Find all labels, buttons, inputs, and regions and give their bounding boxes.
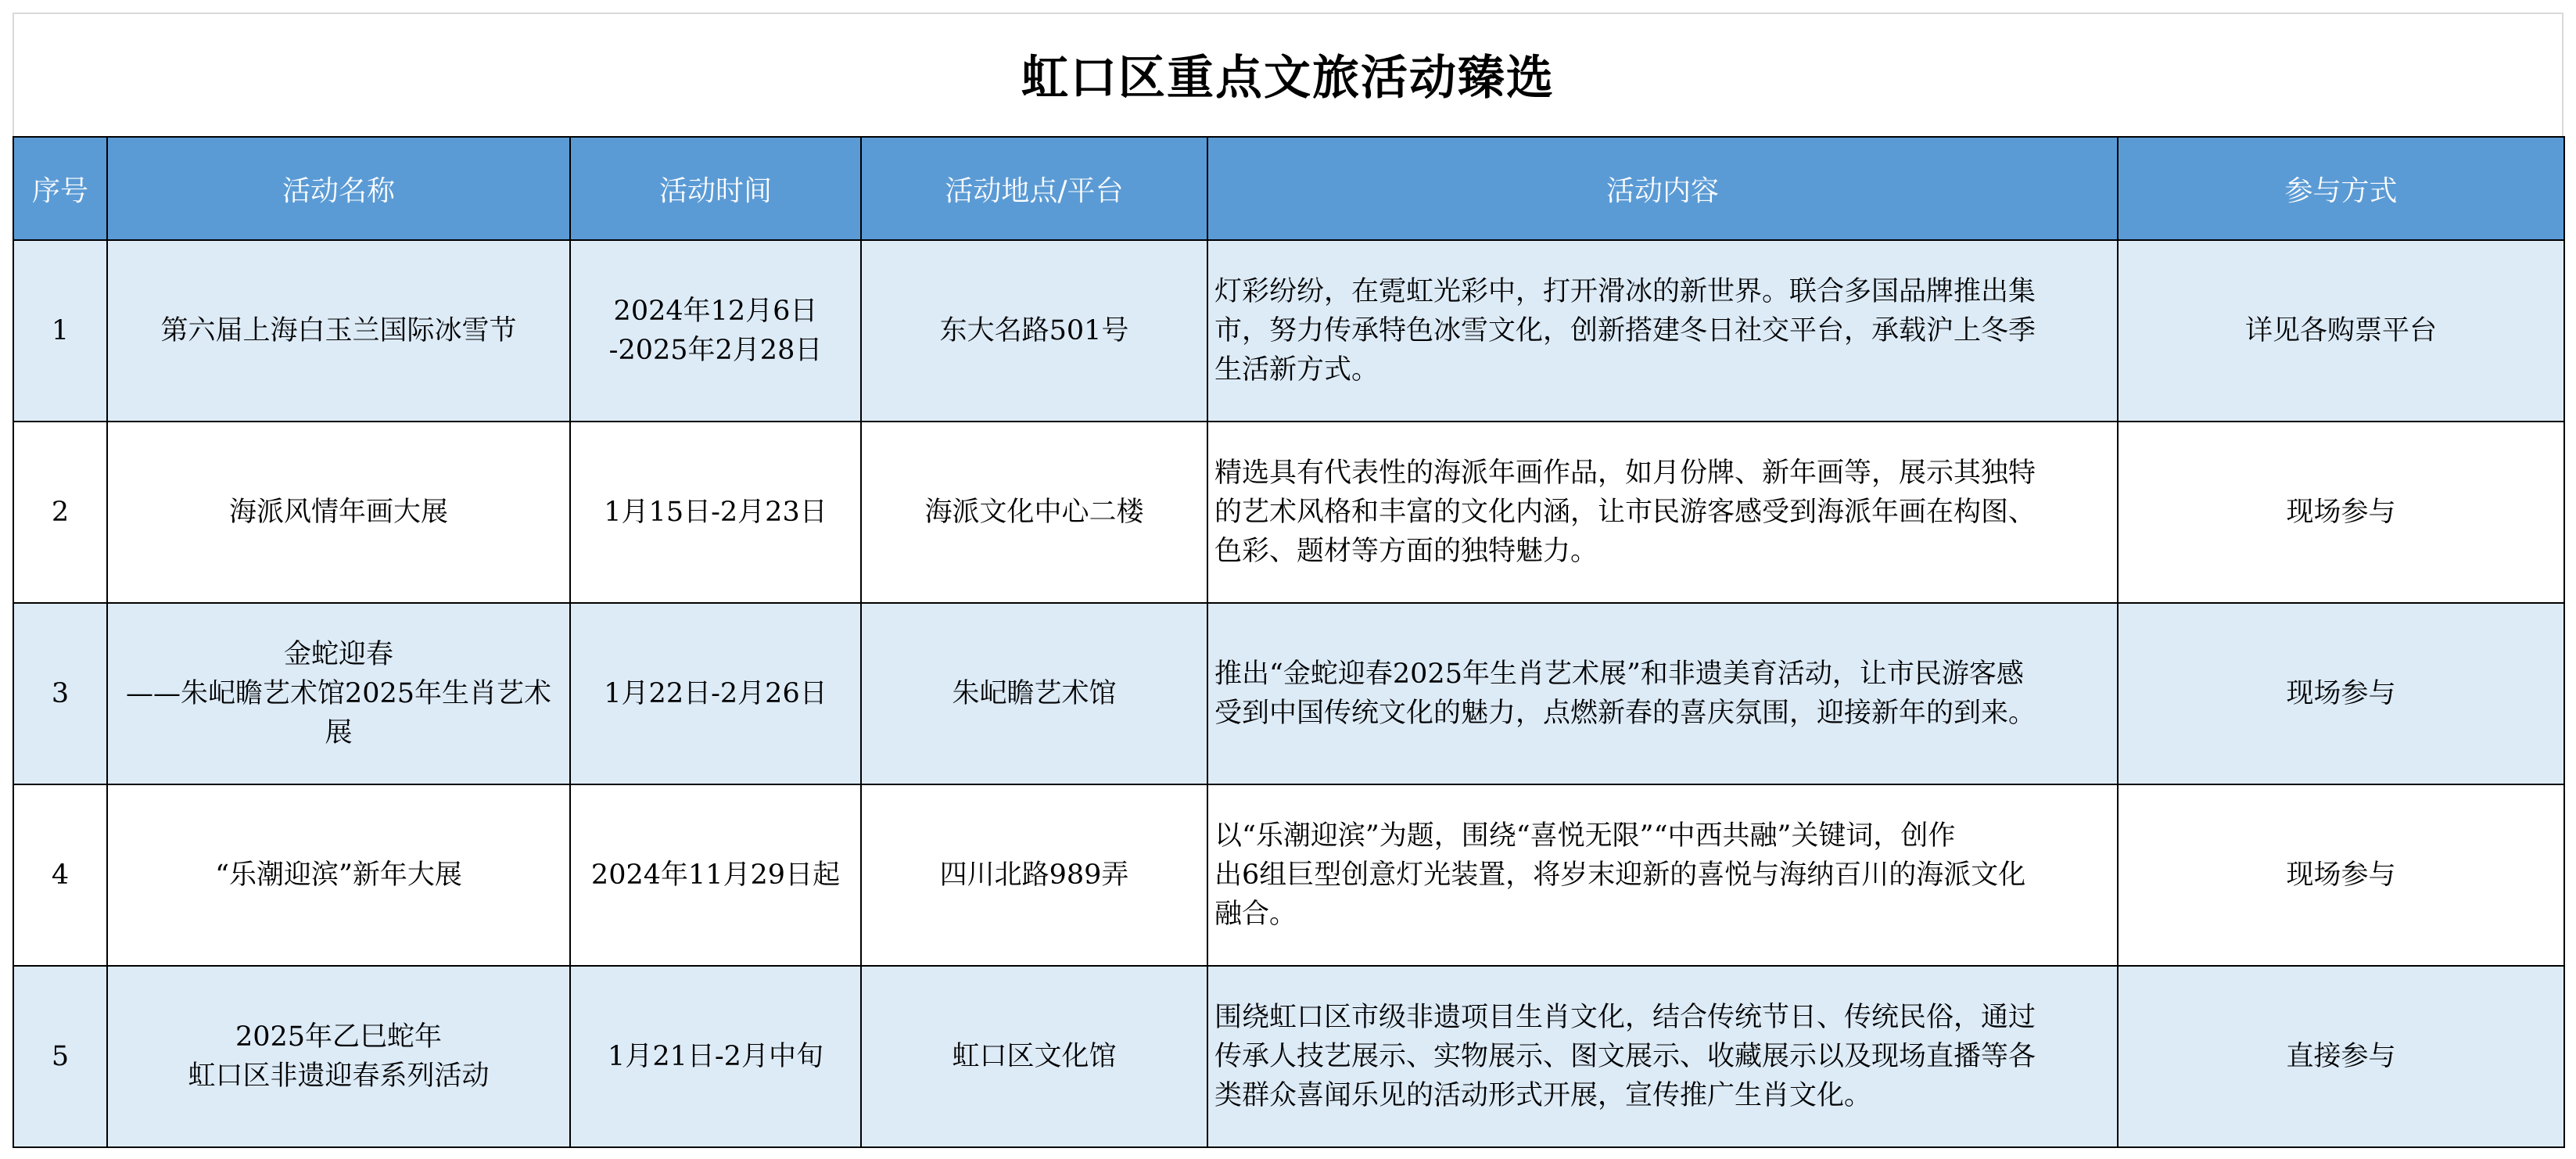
page-title: 虹口区重点文旅活动臻选 — [1021, 51, 1555, 106]
cell-content-line: 推出“金蛇迎春2025年生肖艺术展”和非遗美育活动，让市民游客感 — [1214, 658, 2024, 690]
cell-time-line: 2024年12月6日 — [613, 296, 818, 327]
cell-name[interactable] — [107, 966, 570, 1147]
cell-time-line: 2024年11月29日起 — [590, 859, 841, 891]
cell-content-line: 以“乐潮迎滨”为题，围绕“喜悦无限”“中西共融”关键词，创作 — [1214, 820, 1956, 852]
header-time: 活动时间 — [570, 137, 861, 240]
table-row — [13, 966, 2564, 1147]
cell-time[interactable] — [570, 422, 861, 603]
header-venue: 活动地点/平台 — [861, 137, 1207, 240]
cell-time-line: 1月15日-2月23日 — [604, 497, 827, 528]
cell-venue[interactable]: 四川北路989弄 — [861, 784, 1207, 966]
cell-method[interactable]: 现场参与 — [2118, 784, 2564, 966]
cell-name[interactable] — [107, 784, 570, 966]
cell-time-line: 1月21日-2月中旬 — [608, 1041, 823, 1072]
cell-name[interactable] — [107, 240, 570, 422]
cell-content[interactable] — [1207, 603, 2118, 784]
cell-time-line: -2025年2月28日 — [608, 335, 823, 366]
cell-name-line: ——朱屺瞻艺术馆2025年生肖艺术 — [125, 678, 552, 709]
cell-method[interactable]: 详见各购票平台 — [2118, 240, 2564, 422]
cell-index[interactable]: 2 — [13, 422, 107, 603]
cell-content-line: 传承人技艺展示、实物展示、图文展示、收藏展示以及现场直播等各 — [1214, 1041, 2036, 1072]
table-row — [13, 422, 2564, 603]
cell-time[interactable] — [570, 966, 861, 1147]
cell-venue[interactable]: 东大名路501号 — [861, 240, 1207, 422]
cell-index[interactable]: 5 — [13, 966, 107, 1147]
cell-venue[interactable]: 朱屺瞻艺术馆 — [861, 603, 1207, 784]
cell-content-line: 的艺术风格和丰富的文化内涵，让市民游客感受到海派年画在构图、 — [1214, 497, 2036, 528]
cell-content-line: 市，努力传承特色冰雪文化，创新搭建冬日社交平台，承载沪上冬季 — [1214, 315, 2036, 346]
cell-name-line: 虹口区非遗迎春系列活动 — [188, 1060, 490, 1092]
cell-name-line: 第六届上海白玉兰国际冰雪节 — [160, 315, 517, 346]
cell-name-line: 2025年乙巳蛇年 — [235, 1021, 443, 1053]
cell-content[interactable] — [1207, 422, 2118, 603]
cell-time[interactable] — [570, 240, 861, 422]
cell-content-line: 灯彩纷纷，在霓虹光彩中，打开滑冰的新世界。联合多国品牌推出集 — [1214, 276, 2036, 307]
cell-name[interactable] — [107, 422, 570, 603]
cell-method[interactable]: 直接参与 — [2118, 966, 2564, 1147]
cell-content-line: 围绕虹口区市级非遗项目生肖文化，结合传统节日、传统民俗，通过 — [1214, 1002, 2036, 1033]
cell-content[interactable] — [1207, 784, 2118, 966]
cell-index[interactable]: 4 — [13, 784, 107, 966]
header-content: 活动内容 — [1207, 137, 2118, 240]
table-row — [13, 240, 2564, 422]
table-header-row — [13, 137, 2564, 240]
cell-index[interactable]: 3 — [13, 603, 107, 784]
cell-content-line: 类群众喜闻乐见的活动形式开展，宣传推广生肖文化。 — [1214, 1080, 1872, 1111]
cell-content[interactable] — [1207, 240, 2118, 422]
cell-time[interactable] — [570, 603, 861, 784]
cell-venue[interactable]: 海派文化中心二楼 — [861, 422, 1207, 603]
cell-content-line: 出6组巨型创意灯光装置，将岁末迎新的喜悦与海纳百川的海派文化 — [1214, 859, 2026, 891]
cell-content-line: 生活新方式。 — [1214, 354, 1379, 386]
header-name: 活动名称 — [107, 137, 570, 240]
cell-content[interactable] — [1207, 966, 2118, 1147]
table-row — [13, 603, 2564, 784]
cell-content-line: 受到中国传统文化的魅力，点燃新春的喜庆氛围，迎接新年的到来。 — [1214, 698, 2036, 729]
cell-name-line: 展 — [325, 717, 353, 748]
cell-index[interactable]: 1 — [13, 240, 107, 422]
cell-content-line: 融合。 — [1214, 899, 1297, 930]
cell-name-line: “乐潮迎滨”新年大展 — [215, 859, 462, 891]
cell-method[interactable]: 现场参与 — [2118, 422, 2564, 603]
cell-content-line: 色彩、题材等方面的独特魅力。 — [1214, 536, 1598, 567]
cell-name-line: 金蛇迎春 — [283, 639, 393, 670]
table-row — [13, 784, 2564, 966]
cell-time-line: 1月22日-2月26日 — [604, 678, 827, 709]
cell-name-line: 海派风情年画大展 — [228, 497, 448, 528]
cell-time[interactable] — [570, 784, 861, 966]
cell-method[interactable]: 现场参与 — [2118, 603, 2564, 784]
cell-venue[interactable]: 虹口区文化馆 — [861, 966, 1207, 1147]
header-method: 参与方式 — [2118, 137, 2564, 240]
cell-content-line: 精选具有代表性的海派年画作品，如月份牌、新年画等，展示其独特 — [1214, 458, 2036, 489]
header-index: 序号 — [13, 137, 107, 240]
cell-name[interactable] — [107, 603, 570, 784]
activities-table — [13, 136, 2565, 1148]
